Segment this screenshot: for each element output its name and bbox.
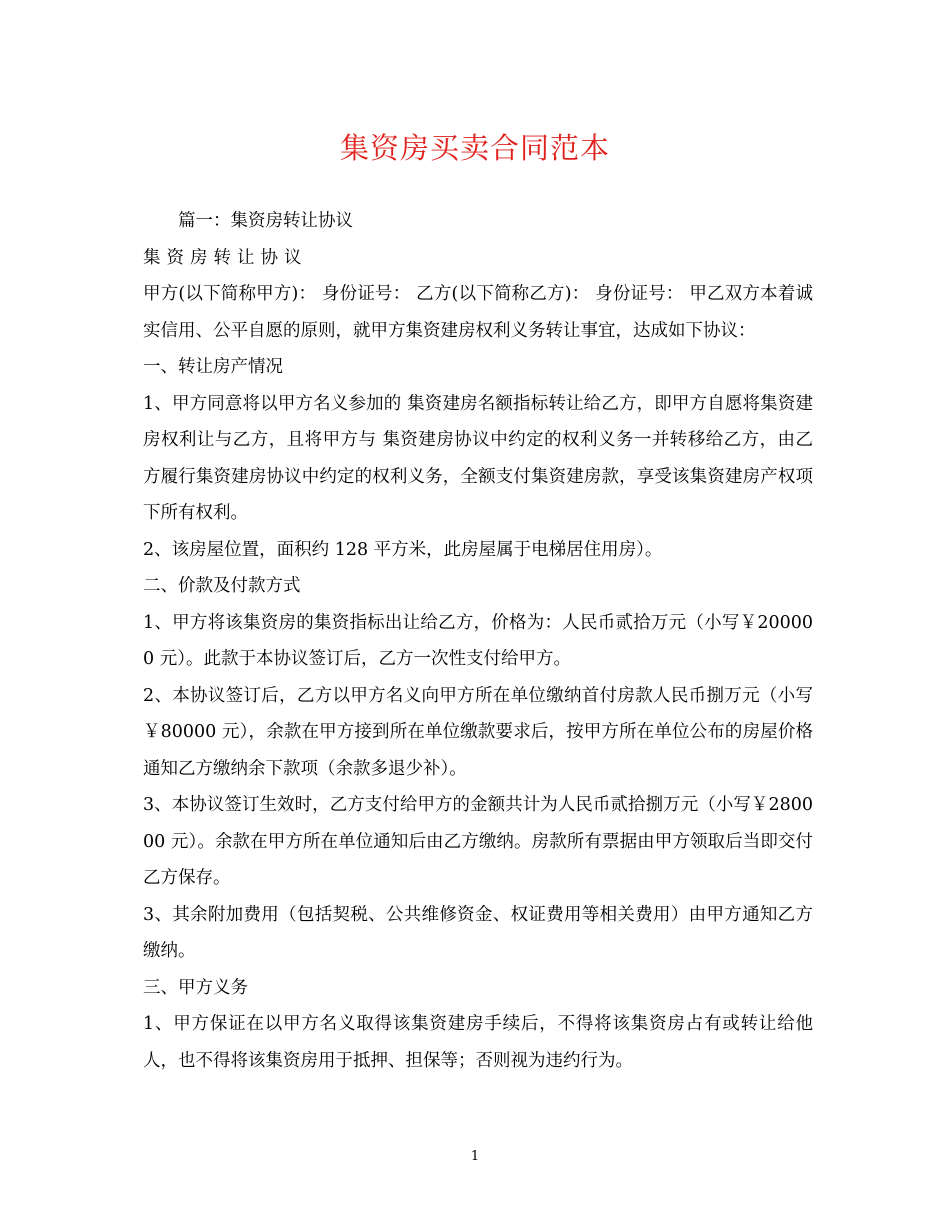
section-heading-property: 一、转让房产情况 bbox=[143, 357, 283, 377]
clause-property-2: 2、该房屋位置，面积约 128 平方米，此房屋属于电梯居住用房）。 bbox=[143, 539, 663, 560]
clause-payment-3b: 3、其余附加费用（包括契税、公共维修资金、权证费用等相关费用）由甲方通知乙方缴纳。 bbox=[143, 904, 813, 961]
document-title: 集资房买卖合同范本 bbox=[339, 131, 610, 165]
agreement-heading: 集资房转让协议 bbox=[143, 247, 308, 268]
section-heading-chapter: 篇一：集资房转让协议 bbox=[178, 211, 353, 231]
clause-obligation-1: 1、甲方保证在以甲方名义取得该集资建房手续后，不得将该集资房占有或转让给他人，也不得将该集资房用于抵押、担保等；否则视为违约行为。 bbox=[143, 1014, 813, 1071]
clause-payment-1: 1、甲方将该集资房的集资指标出让给乙方，价格为：人民币贰拾万元（小写￥200000 元）。此款于本协议签订后，乙方一次性支付给甲方。 bbox=[143, 612, 813, 669]
parties-paragraph: 甲方(以下简称甲方)： 身份证号： 乙方(以下简称乙方)： 身份证号： 甲乙双方本着诚实信用、公平自愿的原则，就甲方集资建房权利义务转让事宜，达成如下协议： bbox=[143, 284, 813, 341]
clause-payment-3: 3、本协议签订生效时，乙方支付给甲方的金额共计为人民币贰拾捌万元（小写￥280000 元）。余款在甲方所在单位通知后由乙方缴纳。房款所有票据由甲方领取后当即交付乙方保存。 bbox=[143, 795, 813, 888]
section-heading-obligations: 三、甲方义务 bbox=[143, 977, 248, 998]
document-body bbox=[143, 203, 813, 1079]
section-heading-payment: 二、价款及付款方式 bbox=[143, 576, 301, 596]
clause-payment-2: 2、本协议签订后，乙方以甲方名义向甲方所在单位缴纳首付房款人民币捌万元（小写￥80000 元），余款在甲方接到所在单位缴款要求后，按甲方所在单位公布的房屋价格通知乙方缴纳余下款项（余款多退少补）。 bbox=[143, 685, 813, 779]
page-number: 1 bbox=[470, 1149, 480, 1164]
clause-property-1: 1、甲方同意将以甲方名义参加的 集资建房名额指标转让给乙方，即甲方自愿将集资建房权利让与乙方，且将甲方与 集资建房协议中约定的权利义务一并转移给乙方，由乙方履行集资建房协议中约定的权利义务，全额支付集资建房款，享受该集资建房产权项下所有权利。 bbox=[143, 393, 813, 523]
